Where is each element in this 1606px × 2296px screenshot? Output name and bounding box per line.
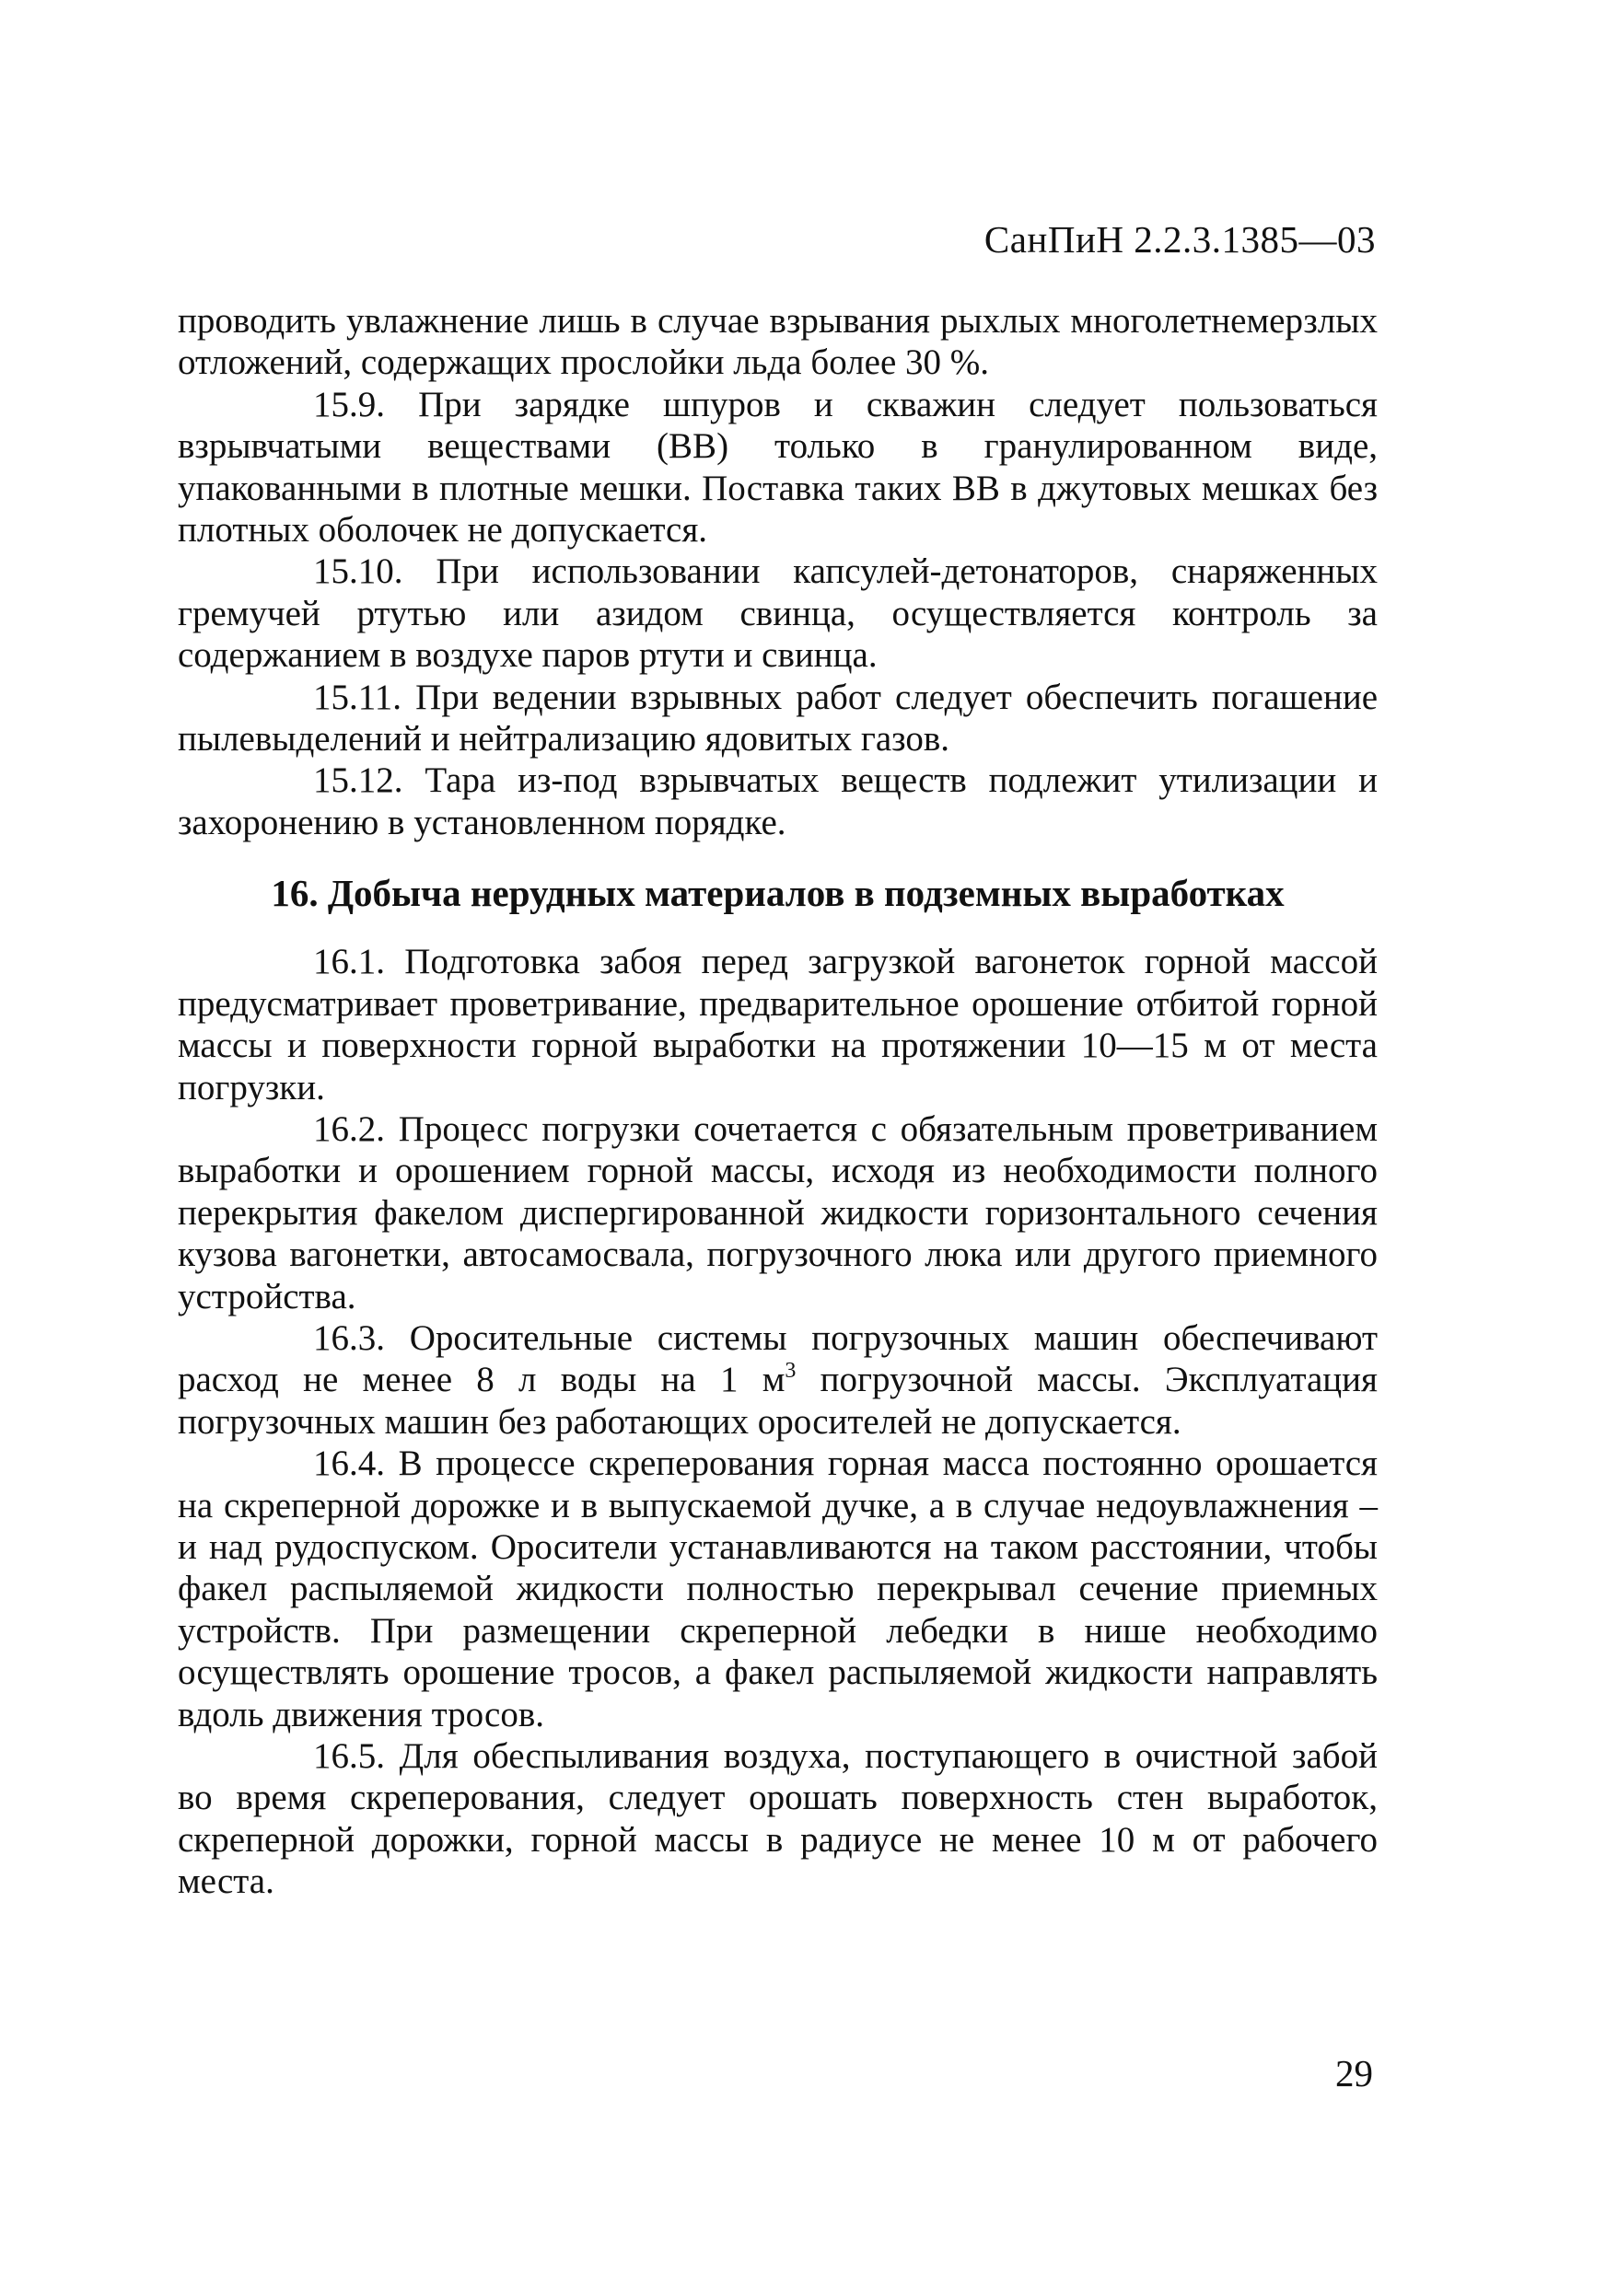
cubic-superscript: 3 [785,1359,797,1384]
paragraph-continuation: проводить увлажнение лишь в случае взрывания рыхлых многолетнемерзлых отложений, содержащих прослойки льда более 30 %. [178,301,1378,383]
paragraph-16-3-text-end: погрузочной массы. Эксплуатация погрузочных машин без работающих оросителей не допускается. [178,1360,1378,1442]
page-number: 29 [1335,2052,1373,2094]
paragraph-15-9: 15.9. При зарядке шпуров и скважин следует пользоваться взрывчатыми веществами (ВВ) только в гранулированном виде, упакованными в плотные мешки. Поставка таких ВВ в джутовых мешках без плотных оболочек не допускается. [178,384,1378,551]
paragraph-16-3 [178,1317,1378,1443]
document-body [178,300,1378,1903]
paragraph-16-2: 16.2. Процесс погрузки сочетается с обязательным проветриванием выработки и орошением горной массы, исходя из необходимости полного перекрытия факелом диспергированной жидкости горизонтального сечения кузова вагонетки, автосамосвала, погрузочного люка или другого приемного устройства. [178,1108,1378,1316]
paragraph-15-10: 15.10. При использовании капсулей-детонаторов, снаряженных гремучей ртутью или азидом свинца, осуществляется контроль за содержанием в воздухе паров ртути и свинца. [178,551,1378,676]
paragraph-16-5: 16.5. Для обеспыливания воздуха, поступающего в очистной забой во время скреперования, следует орошать поверхность стен выработок, скреперной дорожки, горной массы в радиусе не менее 10 м от рабочего места. [178,1736,1378,1902]
section-heading: 16. Добыча нерудных материалов в подземных выработках [271,872,1285,915]
paragraph-15-12: 15.12. Тара из-под взрывчатых веществ подлежит утилизации и захоронению в установленном порядке. [178,760,1378,842]
paragraph-15-11: 15.11. При ведении взрывных работ следует обеспечить погашение пылевыделений и нейтрализацию ядовитых газов. [178,677,1378,760]
document-code-header: СанПиН 2.2.3.1385—03 [983,218,1376,261]
paragraph-16-4: 16.4. В процессе скреперования горная масса постоянно орошается на скреперной дорожке и в выпускаемой дучке, а в случае недоувлажнения – и над рудоспуском. Оросители устанавливаются на таком расстоянии, чтобы факел распыляемой жидкости полностью перекрывал сечение приемных устройств. При размещении скреперной лебедки в нише необходимо осуществлять орошение тросов, а факел распыляемой жидкости направлять вдоль движения тросов. [178,1444,1378,1734]
paragraph-16-3-text-start: 16.3. Оросительные системы погрузочных машин обеспечивают расход не менее 8 л воды на 1 м [178,1317,1378,1400]
paragraph-16-1: 16.1. Подготовка забоя перед загрузкой вагонеток горной массой предусматривает проветривание, предварительное орошение отбитой горной массы и поверхности горной выработки на протяжении 10—15 м от места погрузки. [178,942,1378,1107]
